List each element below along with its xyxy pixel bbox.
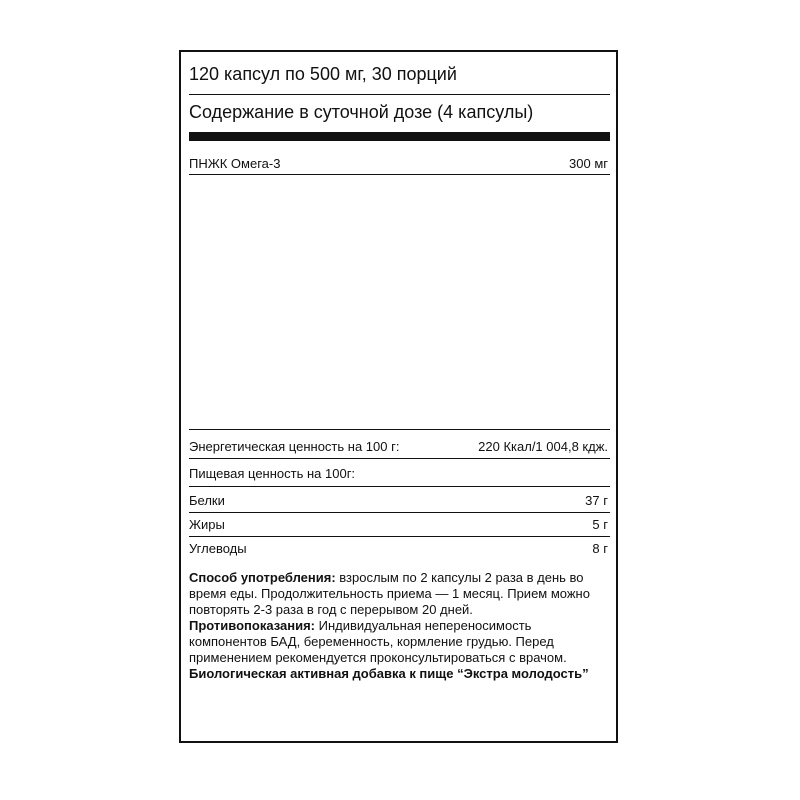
nutrient-amount: 8 г — [592, 541, 608, 556]
divider — [189, 536, 610, 537]
contraindications-text: Индивидуальная непереносимость компонентов БАД, беременность, кормление грудью. Перед применением рекомендуется проконсультироваться с врачом. — [189, 618, 567, 665]
divider — [189, 486, 610, 487]
divider — [189, 512, 610, 513]
daily-dose-header: Содержание в суточной дозе (4 капсулы) — [189, 102, 534, 122]
energy-label: Энергетическая ценность на 100 г: — [189, 439, 400, 454]
usage-title: Способ употребления: — [189, 570, 336, 585]
divider — [189, 429, 610, 430]
divider — [189, 174, 610, 175]
nutrient-name: Углеводы — [189, 541, 247, 556]
divider — [189, 458, 610, 459]
daily-item-amount: 300 мг — [569, 156, 608, 171]
supplement-note — [189, 666, 599, 682]
thick-divider — [189, 132, 610, 141]
contraindications-title: Противопоказания: — [189, 618, 315, 633]
servings-line: 120 капсул по 500 мг, 30 порций — [189, 64, 457, 84]
nutrient-name: Жиры — [189, 517, 225, 532]
supplement-facts-panel — [179, 50, 618, 743]
nutrition-header: Пищевая ценность на 100г: — [189, 466, 356, 481]
instructions-text — [189, 570, 599, 682]
nutrient-amount: 5 г — [592, 517, 608, 532]
nutrient-name: Белки — [189, 493, 225, 508]
daily-item-name: ПНЖК Омега-3 — [189, 156, 281, 171]
divider — [189, 94, 610, 95]
usage-text: взрослым по 2 капсулы 2 раза в день во время еды. Продолжительность приема — 1 месяц. Прием можно повторять 2-3 раза в год с перерывом 20 дней. — [189, 570, 590, 617]
contraindications-paragraph — [189, 618, 599, 666]
nutrient-amount: 37 г — [585, 493, 608, 508]
energy-value: 220 Ккал/1 004,8 кдж. — [478, 439, 608, 454]
usage-paragraph — [189, 570, 599, 618]
supplement-note-text: Биологическая активная добавка к пище “Экстра молодость” — [189, 666, 589, 681]
